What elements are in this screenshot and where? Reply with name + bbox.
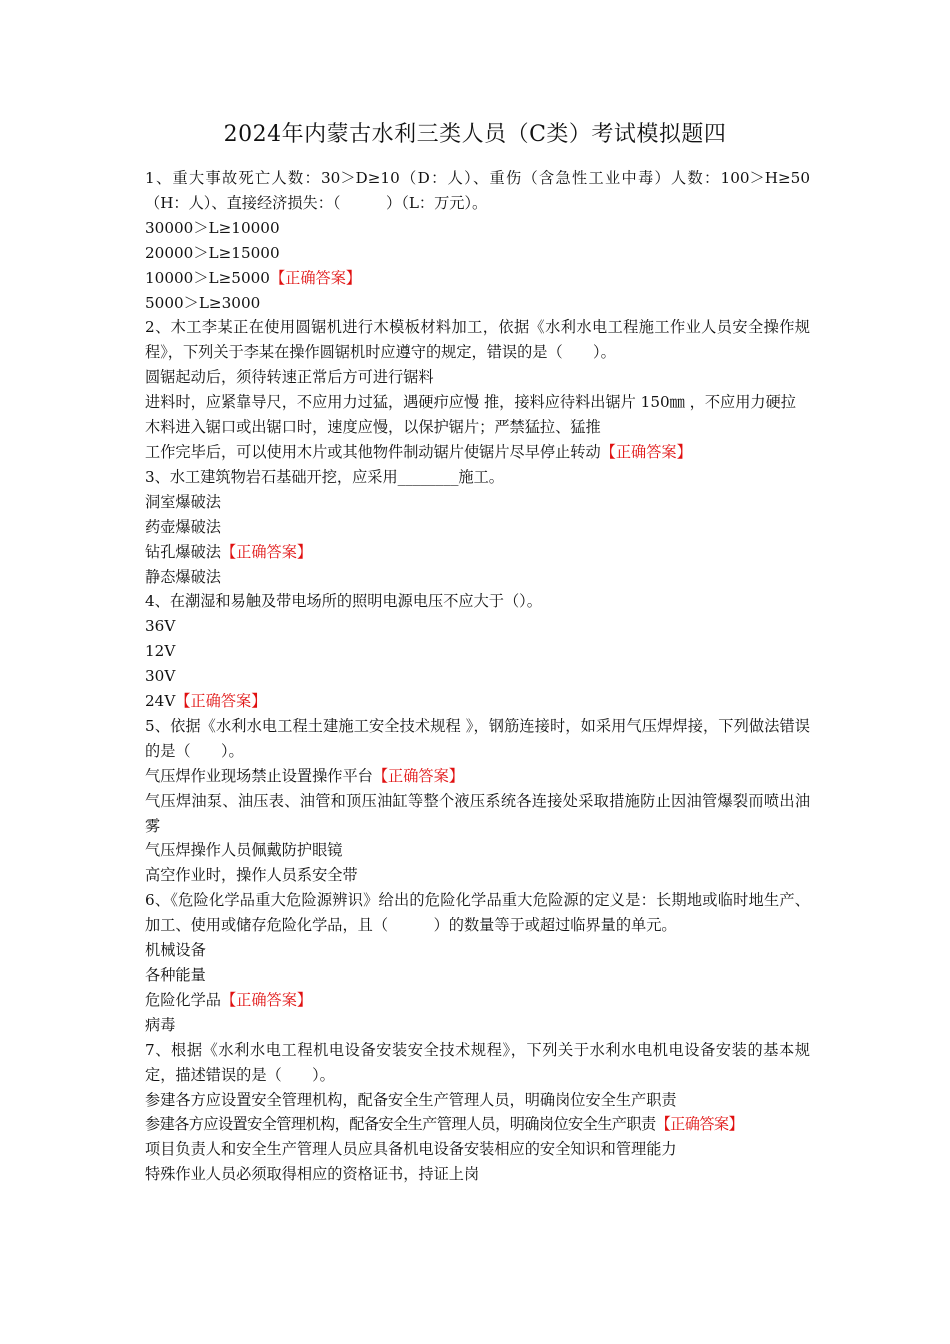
option-item: [145, 540, 810, 565]
option-text: 5000＞L≥3000: [145, 293, 261, 312]
option-text: 12V: [145, 642, 176, 661]
question-stem: 2、木工李某正在使用圆锯机进行木模板材料加工，依据《水利水电工程施工作业人员安全操作规程》，下列关于李某在操作圆锯机时应遵守的规定，错误的是（ ）。: [145, 318, 810, 362]
correct-answer-marker: 【正确答案】: [269, 268, 362, 287]
option-item: [145, 216, 810, 241]
option-item: [145, 1162, 810, 1187]
option-item: [145, 639, 810, 664]
correct-answer-marker: 【正确答案】: [220, 542, 313, 561]
option-text: 危险化学品: [145, 990, 221, 1009]
option-item: [145, 565, 810, 590]
question-stem: 6、《危险化学品重大危险源辨识》给出的危险化学品重大危险源的定义是：长期地或临时地生产、加工、使用或储存危险化学品，且（ ）的数量等于或超过临界量的单元。: [145, 891, 810, 935]
option-item: [145, 1013, 810, 1038]
question-stem: 7、根据《水利水电工程机电设备安装安全技术规程》，下列关于水利水电机电设备安装的基本规定，描述错误的是（ ）。: [145, 1040, 810, 1084]
correct-answer-marker: 【正确答案】: [220, 990, 313, 1009]
option-text: 36V: [145, 617, 176, 636]
option-text: 参建各方应设置安全管理机构，配备安全生产管理人员，明确岗位安全生产职责: [145, 1090, 677, 1109]
option-text: 30V: [145, 667, 176, 686]
option-item: [145, 390, 810, 415]
document-title: 2024年内蒙古水利三类人员（C类）考试模拟题四: [223, 122, 727, 147]
option-text: 气压焊操作人员佩戴防护眼镜: [145, 841, 343, 860]
correct-answer-marker: 【正确答案】: [655, 1115, 744, 1134]
option-item: [145, 664, 810, 689]
correct-answer-marker: 【正确答案】: [175, 692, 267, 711]
question-stem: 3、水工建筑物岩石基础开挖，应采用________施工。: [145, 467, 504, 486]
option-item: [145, 241, 810, 266]
option-item: [145, 1112, 810, 1137]
option-item: [145, 764, 810, 789]
option-text: 参建各方应设置安全管理机构，配备安全生产管理人员，明确岗位安全生产职责: [145, 1115, 656, 1134]
option-text: 气压焊油泵、油压表、油管和顶压油缸等整个液压系统各连接处采取措施防止因油管爆裂而喷出油雾: [145, 791, 810, 835]
option-item: [145, 365, 810, 390]
correct-answer-marker: 【正确答案】: [372, 766, 464, 785]
option-text: 病毒: [145, 1015, 176, 1034]
option-item: [145, 515, 810, 540]
option-item: [145, 789, 810, 839]
option-text: 项目负责人和安全生产管理人员应具备机电设备安装相应的安全知识和管理能力: [145, 1140, 677, 1159]
option-text: 20000＞L≥15000: [145, 243, 280, 262]
option-item: [145, 988, 810, 1013]
option-item: [145, 266, 810, 291]
option-text: 各种能量: [145, 966, 206, 984]
option-text: 药壶爆破法: [145, 517, 221, 536]
option-text: 木料进入锯口或出锯口时，速度应慢，以保护锯片；严禁猛拉、猛推: [145, 418, 601, 437]
option-item: [145, 415, 810, 440]
option-item: [145, 614, 810, 639]
option-text: 10000＞L≥5000: [145, 268, 270, 287]
option-item: [145, 838, 810, 863]
option-item: [145, 490, 810, 515]
option-text: 静态爆破法: [145, 567, 221, 586]
option-item: [145, 1088, 810, 1113]
option-item: [145, 863, 810, 888]
option-item: [145, 291, 810, 316]
option-text: 气压焊作业现场禁止设置操作平台: [145, 766, 373, 785]
option-text: 高空作业时，操作人员系安全带: [145, 866, 358, 885]
option-text: 30000＞L≥10000: [145, 218, 280, 237]
option-item: [145, 938, 810, 963]
correct-answer-marker: 【正确答案】: [600, 442, 692, 461]
option-item: [145, 1137, 810, 1162]
option-text: 工作完毕后，可以使用木片或其他物件制动锯片使锯片尽早停止转动: [145, 442, 601, 461]
option-text: 洞室爆破法: [145, 492, 221, 511]
option-text: 进料时，应紧靠导尺，不应用力过猛，遇硬疖应慢 推，接料应待料出锯片 150㎜ ，不应用力硬拉: [145, 393, 796, 412]
option-item: [145, 689, 810, 714]
question-stem: 4、在潮湿和易触及带电场所的照明电源电压不应大于（）。: [145, 592, 542, 611]
option-text: 特殊作业人员必须取得相应的资格证书，持证上岗: [145, 1165, 480, 1184]
option-text: 钻孔爆破法: [145, 542, 221, 561]
option-item: [145, 440, 810, 465]
option-item: [145, 963, 810, 988]
option-text: 24V: [145, 692, 176, 711]
question-stem: 5、依据《水利水电工程土建施工安全技术规程 》，钢筋连接时，如采用气压焊焊接，下列做法错误的是（ ）。: [145, 716, 810, 760]
option-text: 圆锯起动后，须待转速正常后方可进行锯料: [145, 368, 434, 387]
question-stem: 1、重大事故死亡人数：30＞D≥10（D：人）、重伤（含急性工业中毒）人数：100＞H≥50（H：人）、直接经济损失：（ ）（L：万元）。: [145, 169, 810, 212]
question-list: [145, 166, 810, 1187]
option-text: 机械设备: [145, 941, 206, 960]
